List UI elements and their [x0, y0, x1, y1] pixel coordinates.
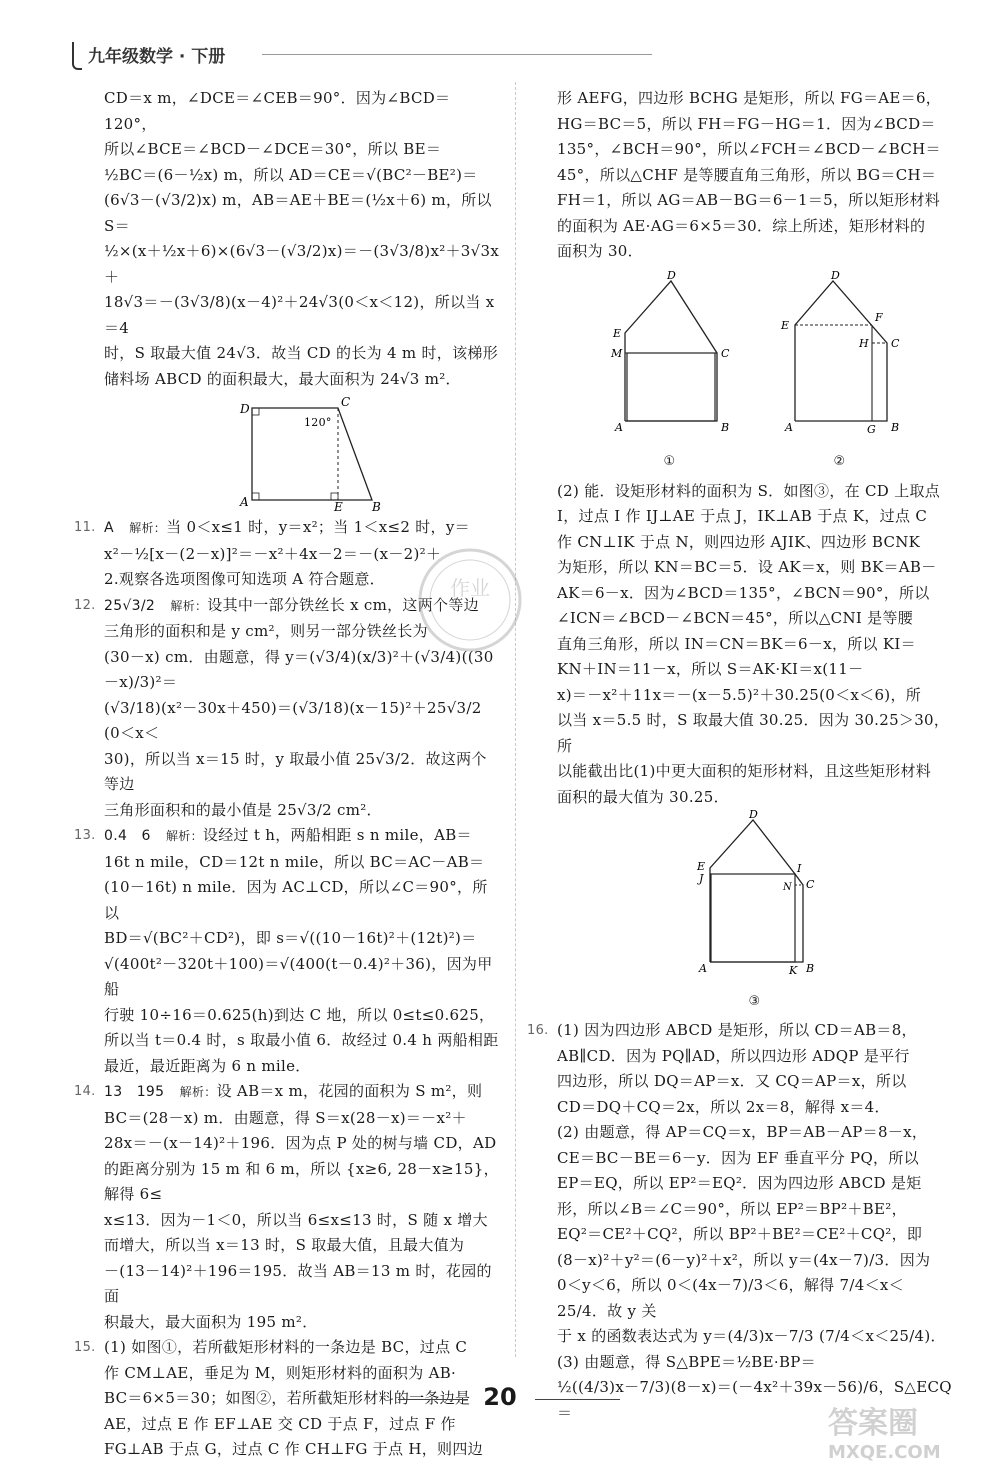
text-line: (6√3－(√3/2)x) m，AB＝AE＋BE＝(½x＋6) m，所以 S＝ — [104, 191, 492, 235]
svg-text:G: G — [866, 422, 876, 436]
figure-1-diagram — [605, 271, 735, 441]
text-line: HG＝BC＝5，所以 FH＝FG－HG＝1．因为∠BCD＝ — [557, 114, 936, 133]
text-line: 三角形面积和的最小值是 25√3/2 cm²． — [104, 800, 382, 819]
text-line: (30－x) cm．由题意，得 y＝(√3/4)(x/3)²＋(√3/4)((30－x)/3)²＝ — [104, 647, 494, 691]
svg-text:C: C — [720, 346, 730, 360]
text-line: EP＝EQ，所以 EP²＝EQ²．因为四边形 ABCD 是矩 — [557, 1174, 922, 1192]
footer-rule-left — [398, 1399, 468, 1400]
text-line: 设经过 t h，两船相距 s n mile，AB＝ — [202, 826, 472, 844]
svg-text:K: K — [788, 964, 798, 977]
book-title: 九年级数学 · 下册 — [88, 47, 226, 67]
svg-text:E: E — [696, 860, 705, 873]
question-number: 15. — [74, 1340, 96, 1355]
text-line: 面积的最大值为 30.25． — [557, 787, 729, 806]
answer: 13 195 — [104, 1084, 165, 1100]
text-line: 形，所以∠B＝∠C＝90°，所以 EP²＝BP²＋BE²， — [557, 1199, 907, 1218]
page-number: 20 — [483, 1383, 517, 1411]
stamp-text: 作业 — [450, 576, 490, 600]
text-line: ½BC＝(6－½x) m，所以 AD＝CE＝√(BC²－BE²)＝ — [104, 165, 478, 184]
answer: 25√3/2 — [104, 597, 156, 614]
text-line: AE，过点 E 作 EF⊥AE 交 CD 于点 F，过点 F 作 — [104, 1414, 456, 1433]
text-line: x)＝－x²＋11x＝－(x－5.5)²＋30.25(0＜x＜6)，所 — [557, 685, 922, 704]
svg-text:I: I — [796, 862, 802, 875]
question-number: 14. — [74, 1084, 96, 1099]
analysis-tag: 解析： — [179, 1085, 217, 1099]
svg-text:M: M — [610, 346, 623, 360]
watermark-brand: 答案圈 — [828, 1406, 918, 1441]
label-B: B — [372, 500, 382, 511]
svg-text:J: J — [698, 872, 704, 885]
question-14 — [74, 1079, 500, 1335]
text-line: 作 CM⊥AE，垂足为 M，则矩形材料的面积为 AB· — [104, 1363, 457, 1382]
text-line: (10－16t) n mile．因为 AC⊥CD，所以∠C＝90°，所以 — [104, 878, 488, 922]
left-column — [74, 86, 500, 1463]
svg-text:B: B — [720, 420, 729, 434]
trapezoid-figure — [212, 396, 392, 511]
figure-3-diagram — [685, 810, 825, 980]
text-line: 28x＝－(x－14)²＋196．因为点 P 处的树与墙 CD，AD — [104, 1134, 497, 1152]
header-rule — [262, 54, 652, 55]
homework-stamp — [410, 540, 530, 660]
text-line: AK＝6－x．因为∠BCD＝135°，∠BCN＝90°，所以 — [557, 583, 930, 602]
text-line: CD＝x m，∠DCE＝∠CEB＝90°．因为∠BCD＝120°， — [104, 89, 451, 133]
text-line: ∠ICN＝∠BCD－∠BCN＝45°，所以△CNI 是等腰 — [557, 609, 914, 627]
figure-2-caption: ② — [833, 454, 846, 469]
text-line: 时，S 取最大值 24√3．故当 CD 的长为 4 m 时，该梯形 — [104, 344, 499, 362]
header-bracket — [72, 42, 82, 70]
column-divider — [515, 82, 516, 1357]
svg-text:F: F — [874, 310, 883, 324]
text-line: KN＋IN＝11－x，所以 S＝AK·KI＝x(11－ — [557, 660, 864, 678]
site-watermark — [828, 1398, 988, 1468]
svg-text:B: B — [890, 420, 899, 434]
text-line: 面积为 30． — [557, 242, 643, 260]
svg-text:D: D — [666, 270, 676, 282]
answer: A — [104, 520, 114, 536]
text-line: 设其中一部分铁丝长 x cm，这两个等边 — [207, 595, 479, 614]
svg-text:C: C — [805, 878, 815, 891]
figures-1-2 — [557, 271, 952, 475]
text-line: EQ²＝CE²＋CQ²，所以 BP²＋BE²＝CE²＋CQ²，即 — [557, 1225, 923, 1243]
svg-text:E: E — [612, 326, 621, 340]
answer: 0.4 6 — [104, 828, 151, 844]
question-number: 11. — [74, 520, 96, 535]
q15-continued — [557, 86, 952, 265]
label-C: C — [341, 396, 351, 409]
text-line: I，过点 I 作 IJ⊥AE 于点 J，IK⊥AB 于点 K，过点 C — [557, 507, 928, 525]
intro-solution — [104, 86, 500, 392]
figure-1 — [605, 271, 735, 475]
svg-text:D: D — [830, 270, 840, 282]
text-line: CD＝DQ＋CQ＝2x，所以 2x＝8，解得 x＝4． — [557, 1097, 890, 1116]
text-line: 而增大，所以当 x＝13 时，S 取最大值，且最大值为 — [104, 1236, 465, 1254]
text-line: AB∥CD．因为 PQ∥AD，所以四边形 ADQP 是平行 — [557, 1046, 910, 1065]
question-16 — [527, 1018, 952, 1426]
question-number: 13. — [74, 828, 96, 843]
text-line: BC＝(28－x) m．由题意，得 S＝x(28－x)＝－x²＋ — [104, 1108, 467, 1127]
text-line: CE＝BC－BE＝6－y．因为 EF 垂直平分 PQ，所以 — [557, 1148, 919, 1167]
right-column — [527, 86, 952, 1426]
page-header — [72, 38, 652, 68]
text-line: 0＜y＜6，所以 0＜(4x－7)/3＜6，解得 7/4＜x＜25/4．故 y 关 — [557, 1276, 904, 1320]
svg-text:H: H — [858, 336, 869, 350]
text-line: 以当 x＝5.5 时，S 取最大值 30.25．因为 30.25＞30，所 — [557, 711, 950, 755]
text-line: 16t n mile，CD＝12t n mile，所以 BC＝AC－AB＝ — [104, 852, 485, 871]
text-line: ½×(x＋½x＋6)×(6√3－(√3/2)x)＝－(3√3/8)x²＋3√3x＋ — [104, 242, 500, 286]
text-line: 45°，所以△CHF 是等腰直角三角形，所以 BG＝CH＝ — [557, 165, 937, 184]
text-line: (√3/18)(x²－30x＋450)＝(√3/18)(x－15)²＋25√3/2 (0＜x＜ — [104, 698, 482, 742]
label-D: D — [240, 402, 250, 416]
text-line: (2) 能．设矩形材料的面积为 S．如图③，在 CD 上取点 — [557, 481, 941, 500]
svg-text:A: A — [784, 420, 793, 434]
label-A: A — [240, 495, 249, 509]
text-line: (1) 因为四边形 ABCD 是矩形，所以 CD＝AB＝8， — [557, 1021, 917, 1039]
figure-3 — [557, 810, 952, 1014]
text-line: FH＝1，所以 AG＝AB－BG＝6－1＝5，所以矩形材料 — [557, 191, 941, 209]
text-line: －(13－14)²＋196＝195．故当 AB＝13 m 时，花园的面 — [104, 1261, 492, 1305]
text-line: (2) 由题意，得 AP＝CQ＝x，BP＝AB－AP＝8－x， — [557, 1123, 928, 1141]
text-line: FG⊥AB 于点 G，过点 C 作 CH⊥FG 于点 H，则四边 — [104, 1440, 483, 1458]
text-line: 三角形的面积和是 y cm²，则另一部分铁丝长为 — [104, 622, 428, 640]
svg-text:E: E — [780, 318, 789, 332]
text-line: 积最大，最大面积为 195 m²． — [104, 1312, 318, 1331]
text-line: 四边形，所以 DQ＝AP＝x．又 CQ＝AP＝x，所以 — [557, 1072, 907, 1090]
text-line: 直角三角形，所以 IN＝CN＝BK＝6－x，所以 KI＝ — [557, 634, 916, 653]
figure-3-caption: ③ — [748, 993, 761, 1009]
text-line: 所以∠BCE＝∠BCD－∠DCE＝30°，所以 BE＝ — [104, 140, 442, 158]
text-line: BC＝6×5＝30；如图②，若所截矩形材料的一条边是 — [104, 1389, 471, 1407]
text-line: 135°，∠BCH＝90°，所以∠FCH＝∠BCD－∠BCH＝ — [557, 140, 941, 158]
text-line: 形 AEFG，四边形 BCHG 是矩形，所以 FG＝AE＝6， — [557, 89, 942, 107]
analysis-tag: 解析： — [129, 521, 167, 535]
text-line: 行驶 10÷16＝0.625(h)到达 C 地，所以 0≤t≤0.625， — [104, 1005, 495, 1024]
text-line: 的面积为 AE·AG＝6×5＝30．综上所述，矩形材料的 — [557, 216, 926, 235]
text-line: ½((4/3)x－7/3)(8－x)＝(－4x²＋39x－56)/6，S△ECQ＝ — [557, 1378, 952, 1422]
text-line: x≤13．因为－1＜0，所以当 6≤x≤13 时，S 随 x 增大 — [104, 1210, 488, 1229]
question-number: 12. — [74, 597, 96, 613]
question-13 — [74, 823, 500, 1079]
text-line: BD＝√(BC²＋CD²)，即 s＝√((10－16t)²＋(12t)²)＝ — [104, 929, 477, 947]
svg-text:A: A — [698, 962, 707, 975]
angle-label: 120° — [304, 416, 332, 429]
text-line: (1) 如图①，若所截矩形材料的一条边是 BC，过点 C — [104, 1338, 468, 1356]
figure-2 — [775, 271, 905, 475]
text-line: (8－x)²＋y²＝(6－y)²＋x²，所以 y＝(4x－7)/3．因为 — [557, 1250, 931, 1269]
text-line: 2.观察各选项图像可知选项 A 符合题意． — [104, 570, 385, 588]
text-line: 于 x 的函数表达式为 y＝(4/3)x－7/3 (7/4＜x＜25/4)． — [557, 1327, 946, 1345]
text-line: 18√3＝－(3√3/8)(x－4)²＋24√3(0＜x＜12)，所以当 x＝4 — [104, 293, 495, 337]
text-line: 最近，最近距离为 6 n mile． — [104, 1056, 311, 1075]
text-line: √(400t²－320t＋100)＝√(400(t－0.4)²＋36)，因为甲船 — [104, 954, 493, 998]
watermark-url: MXQE.COM — [828, 1442, 941, 1463]
text-line: 以能截出比(1)中更大面积的矩形材料，且这些矩形材料 — [557, 762, 932, 780]
svg-text:B: B — [805, 962, 814, 975]
text-line: 所以当 t＝0.4 时，s 取最小值 6．故经过 0.4 h 两船相距 — [104, 1031, 499, 1049]
text-line: 设 AB＝x m，花园的面积为 S m²，则 — [216, 1082, 483, 1100]
svg-text:N: N — [782, 882, 792, 893]
footer-rule-right — [535, 1399, 620, 1400]
text-line: 作 CN⊥IK 于点 N，则四边形 AJIK、四边形 BCNK — [557, 532, 921, 551]
figure-2-diagram — [775, 271, 905, 441]
svg-text:D: D — [748, 810, 758, 821]
figure-1-caption: ① — [663, 454, 676, 469]
svg-text:C: C — [890, 336, 900, 350]
question-number: 16. — [527, 1023, 549, 1038]
text-line: 的距离分别为 15 m 和 6 m，所以 {x≥6, 28－x≥15}，解得 6≤ — [104, 1159, 499, 1203]
label-E: E — [334, 500, 344, 511]
text-line: x²－½[x－(2－x)]²＝－x²＋4x－2＝－(x－2)²＋ — [104, 544, 442, 563]
analysis-tag: 解析： — [165, 829, 203, 843]
text-line: 储料场 ABCD 的面积最大，最大面积为 24√3 m²． — [104, 369, 461, 388]
analysis-tag: 解析： — [170, 598, 208, 613]
text-line: (3) 由题意，得 S△BPE＝½BE·BP＝ — [557, 1352, 816, 1371]
text-line: 当 0＜x≤1 时，y＝x²；当 1＜x≤2 时，y＝ — [166, 518, 470, 536]
part-2-solution — [557, 479, 952, 811]
svg-text:A: A — [614, 420, 623, 434]
text-line: 30)，所以当 x＝15 时，y 取最小值 25√3/2．故这两个等边 — [104, 749, 487, 793]
text-line: 为矩形，所以 KN＝BC＝5．设 AK＝x，则 BK＝AB－ — [557, 558, 937, 576]
